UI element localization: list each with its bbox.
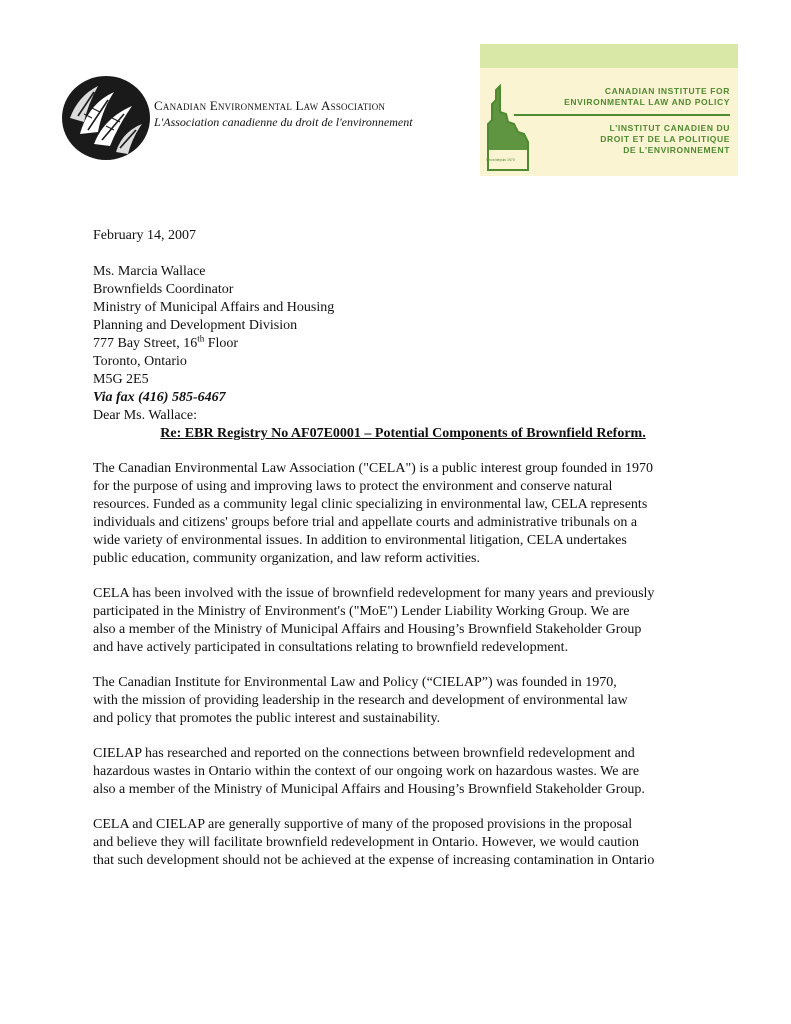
- text-line: CELA has been involved with the issue of brownfield redevelopment for many years and previously: [93, 586, 655, 601]
- paragraph-cielap-intro: [93, 674, 713, 728]
- text-line: hazardous wastes in Ontario within the context of our ongoing work on hazardous wastes. We are: [93, 764, 640, 779]
- cielap-name-line: DE L'ENVIRONNEMENT: [623, 145, 730, 155]
- cielap-name-line: ENVIRONMENTAL LAW AND POLICY: [564, 97, 730, 107]
- text-line: for the purpose of using and improving laws to protect the environment and conserve natural: [93, 479, 613, 494]
- paragraph-support: [93, 816, 713, 870]
- text-line: individuals and citizens' groups before trial and appellate courts and administrative tribunals on a: [93, 515, 638, 530]
- cielap-logo: [480, 44, 738, 176]
- paragraph-cielap-research: [93, 745, 713, 799]
- text-line: public education, community organization, and law reform activities.: [93, 551, 480, 566]
- text-line: also a member of the Ministry of Municipal Affairs and Housing’s Brownfield Stakeholder Group: [93, 622, 642, 637]
- cielap-since-text: Since/depuis 1970: [486, 158, 515, 162]
- recipient-ministry: Ministry of Municipal Affairs and Housing: [93, 300, 335, 315]
- text-line: and policy that promotes the public interest and sustainability.: [93, 711, 441, 726]
- text-line: that such development should not be achieved at the expense of increasing contamination in Ontario: [93, 853, 655, 868]
- text-line: The Canadian Environmental Law Association ("CELA") is a public interest group founded in 1970: [93, 461, 654, 476]
- cielap-header-band: [480, 44, 738, 68]
- text-line: participated in the Ministry of Environment's ("MoE") Lender Liability Working Group. We are: [93, 604, 630, 619]
- recipient-city: Toronto, Ontario: [93, 354, 187, 369]
- cielap-english-name: [564, 86, 730, 108]
- street-ordinal: th: [197, 333, 205, 344]
- text-line: with the mission of providing leadership in the research and development of environmental law: [93, 693, 628, 708]
- text-line: and believe they will facilitate brownfield redevelopment in Ontario. However, we would caution: [93, 835, 640, 850]
- paragraph-cela-intro: [93, 460, 713, 568]
- text-line: resources. Funded as a community legal clinic specializing in environmental law, CELA represents: [93, 497, 648, 512]
- recipient-postal-code: M5G 2E5: [93, 372, 149, 387]
- recipient-division: Planning and Development Division: [93, 318, 298, 333]
- text-line: CELA and CIELAP are generally supportive of many of the proposed provisions in the proposal: [93, 817, 633, 832]
- paragraph-cela-brownfield: [93, 585, 713, 657]
- recipient-address: [93, 263, 713, 389]
- letter-date: February 14, 2007: [93, 228, 197, 243]
- recipient-title: Brownfields Coordinator: [93, 282, 234, 297]
- text-line: wide variety of environmental issues. In addition to environmental litigation, CELA undertakes: [93, 533, 627, 548]
- cela-french-name: L'Association canadienne du droit de l'environnement: [154, 115, 413, 129]
- street-text: 777 Bay Street, 16: [93, 336, 198, 351]
- text-line: also a member of the Ministry of Municipal Affairs and Housing’s Brownfield Stakeholder Group.: [93, 782, 645, 797]
- cela-name: Canadian Environmental Law Association: [154, 98, 386, 113]
- cielap-name-line: DROIT ET DE LA POLITIQUE: [600, 134, 730, 144]
- cela-logo: [58, 74, 428, 164]
- text-line: and have actively participated in consultations relating to brownfield redevelopment.: [93, 640, 569, 655]
- recipient-name: Ms. Marcia Wallace: [93, 264, 206, 279]
- text-line: CIELAP has researched and reported on the connections between brownfield redevelopment and: [93, 746, 635, 761]
- recipient-street: [93, 335, 713, 353]
- letter-body: [93, 227, 713, 870]
- via-fax-line: Via fax (416) 585-6467: [93, 390, 226, 405]
- text-line: The Canadian Institute for Environmental Law and Policy (“CIELAP”) was founded in 1970,: [93, 675, 617, 690]
- cela-leaf-emblem-icon: [58, 74, 154, 162]
- street-floor: Floor: [204, 336, 239, 351]
- salutation: Dear Ms. Wallace:: [93, 408, 197, 423]
- cielap-french-name: [600, 123, 730, 156]
- subject-line: Re: EBR Registry No AF07E0001 – Potential Components of Brownfield Reform.: [160, 426, 646, 441]
- cielap-name-line: L'INSTITUT CANADIEN DU: [609, 123, 730, 133]
- cielap-divider: [514, 114, 730, 116]
- cielap-name-line: CANADIAN INSTITUTE FOR: [604, 86, 730, 96]
